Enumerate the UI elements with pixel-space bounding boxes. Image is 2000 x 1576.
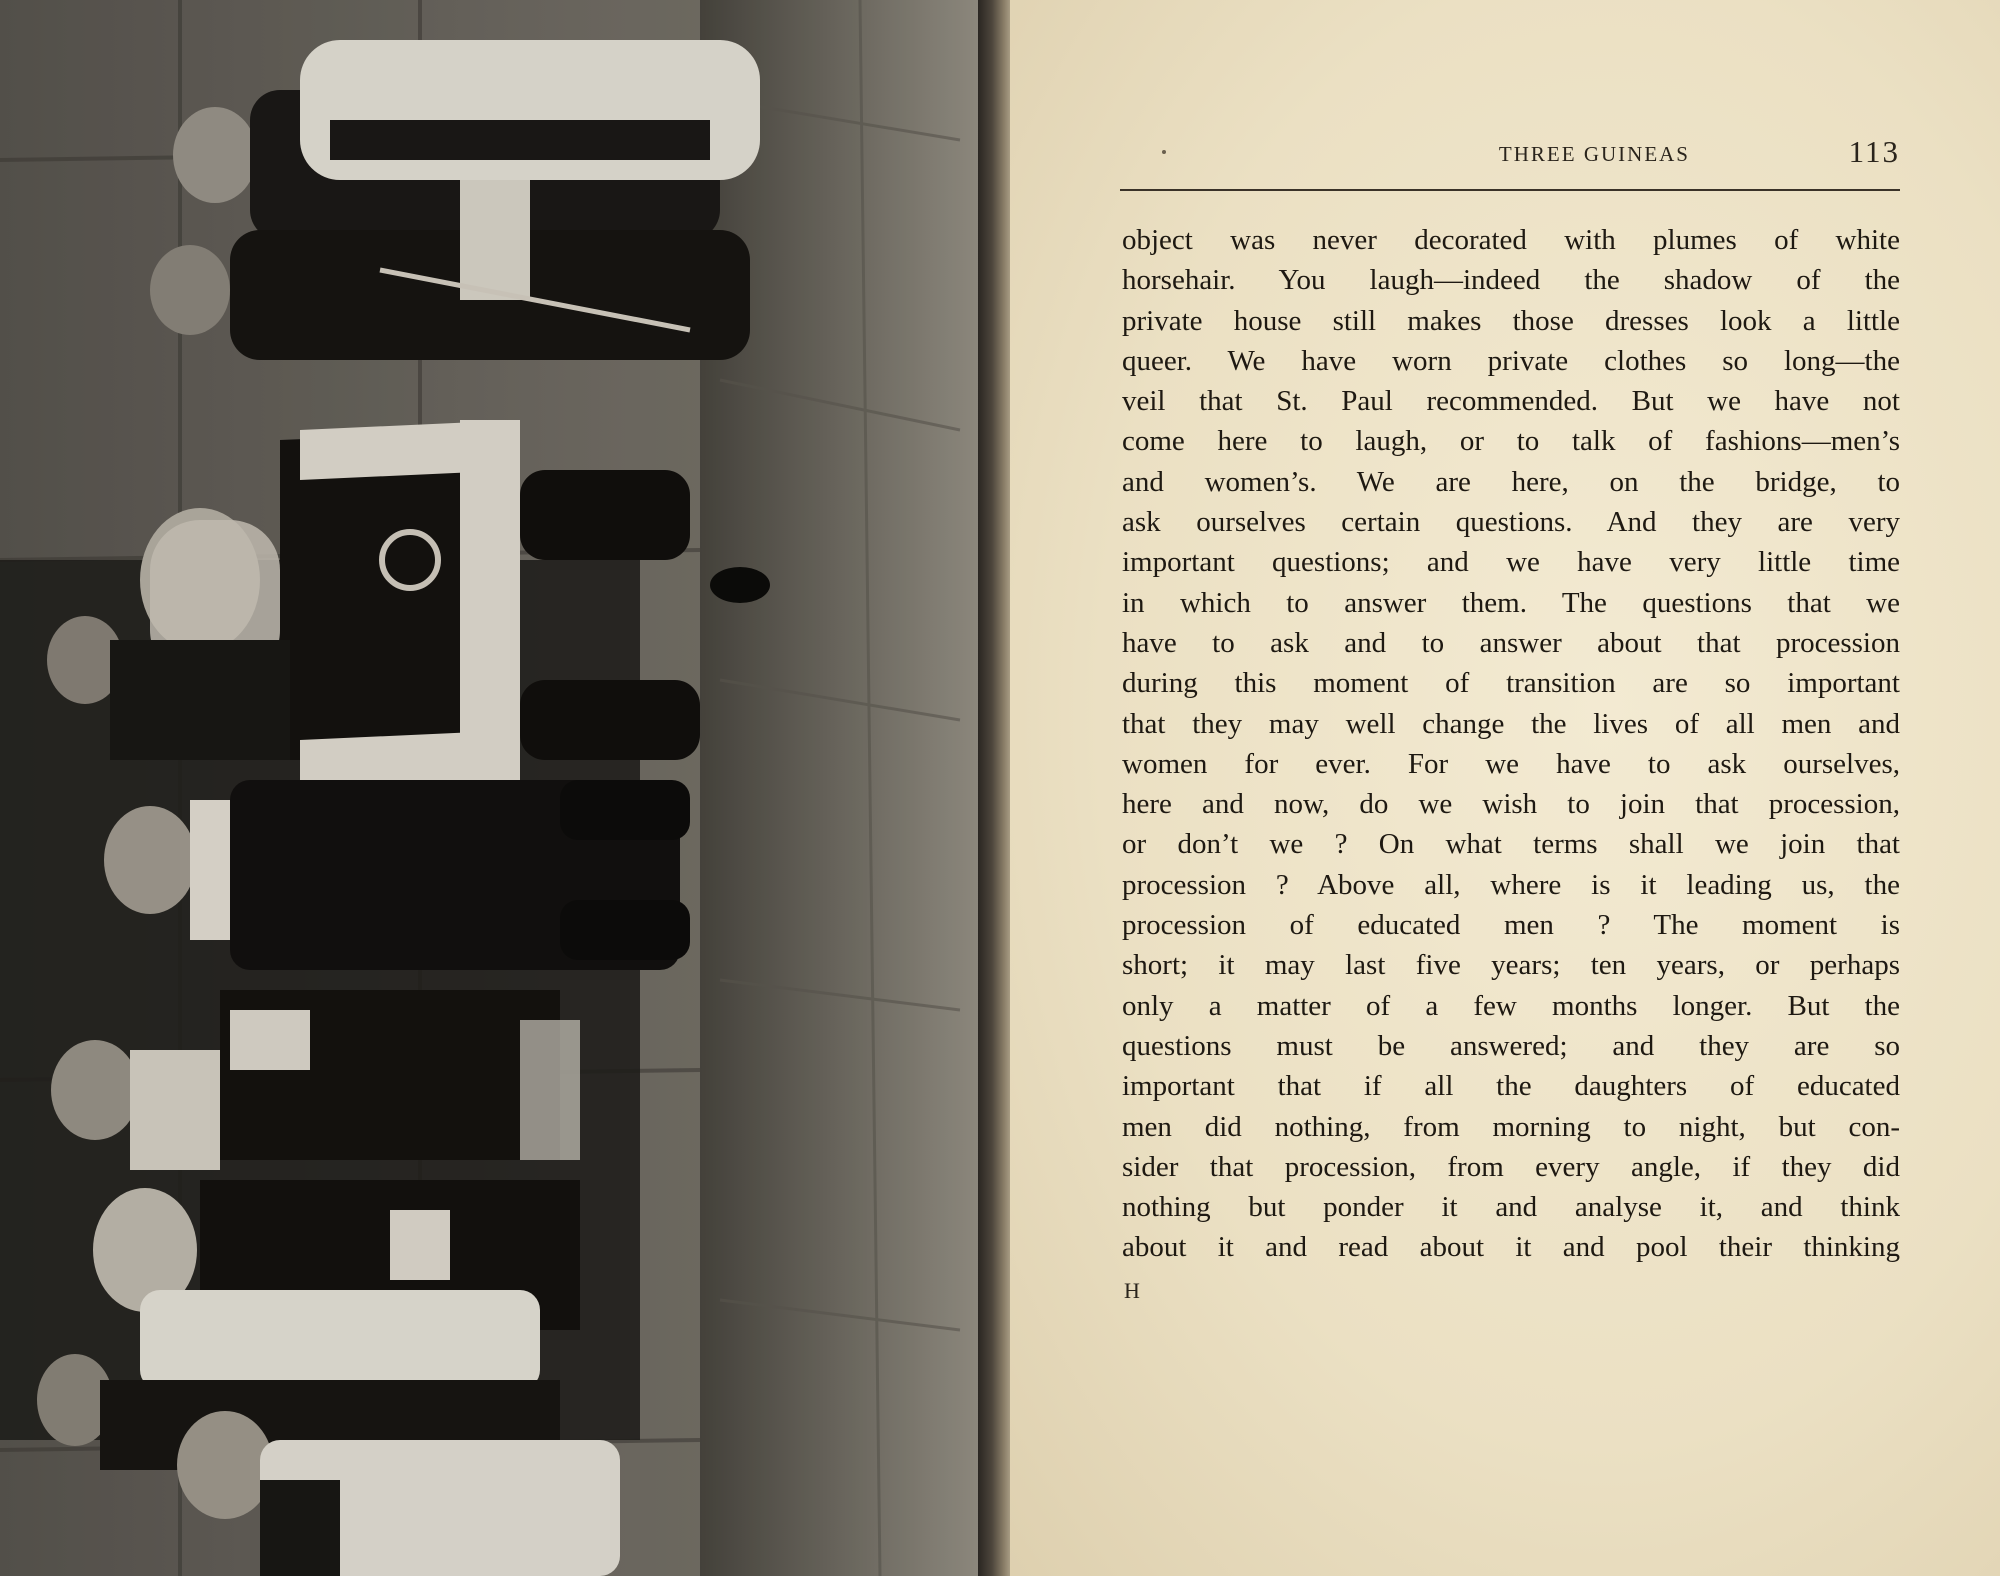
text-page	[1010, 0, 2000, 1576]
text-line: have to ask and to answer about that procession	[1122, 626, 1900, 659]
text-line: questions must be answered; and they are so	[1122, 1029, 1900, 1062]
procession-photograph	[0, 0, 990, 1576]
text-line: procession ? Above all, where is it leading us, the	[1122, 868, 1900, 901]
text-line: in which to answer them. The questions that we	[1122, 586, 1900, 619]
text-line: or don’t we ? On what terms shall we join that	[1122, 828, 1900, 861]
text-line: sider that procession, from every angle, if they did	[1122, 1150, 1900, 1183]
text-line: short; it may last five years; ten years, or perhaps	[1122, 949, 1900, 982]
text-line: women for ever. For we have to ask ourselves,	[1122, 747, 1900, 780]
text-line: private house still makes those dresses look a little	[1122, 304, 1900, 337]
text-line: that they may well change the lives of all men and	[1122, 707, 1900, 740]
page-number: 113	[1848, 134, 1900, 169]
text-line: important that if all the daughters of educated	[1122, 1070, 1900, 1103]
text-line: nothing but ponder it and analyse it, and think	[1122, 1191, 1900, 1224]
text-line: only a matter of a few months longer. But the	[1122, 989, 1900, 1022]
running-head	[1120, 132, 1900, 182]
header-rule	[1120, 189, 1900, 191]
text-line: ask ourselves certain questions. And they are very	[1122, 506, 1900, 539]
text-line: and women’s. We are here, on the bridge, to	[1122, 465, 1900, 498]
body-text	[1122, 220, 1900, 1268]
text-line: veil that St. Paul recommended. But we have not	[1122, 385, 1900, 418]
text-line: men did nothing, from morning to night, but con-	[1122, 1110, 1900, 1143]
text-line: horsehair. You laugh—indeed the shadow of the	[1122, 264, 1900, 297]
signature-mark: H	[1124, 1278, 1140, 1303]
text-line: about it and read about it and pool their thinking	[1122, 1231, 1900, 1264]
text-line: during this moment of transition are so important	[1122, 667, 1900, 700]
text-line: object was never decorated with plumes of white	[1122, 224, 1900, 256]
photo-plate-page	[0, 0, 990, 1576]
running-head-title: THREE GUINEAS	[1498, 142, 1690, 166]
text-line: important questions; and we have very little time	[1122, 546, 1900, 579]
text-line: come here to laugh, or to talk of fashions—men’s	[1122, 425, 1900, 458]
text-line: procession of educated men ? The moment is	[1122, 909, 1900, 942]
text-line: here and now, do we wish to join that procession,	[1122, 788, 1900, 821]
text-line: queer. We have worn private clothes so long—the	[1122, 344, 1900, 377]
